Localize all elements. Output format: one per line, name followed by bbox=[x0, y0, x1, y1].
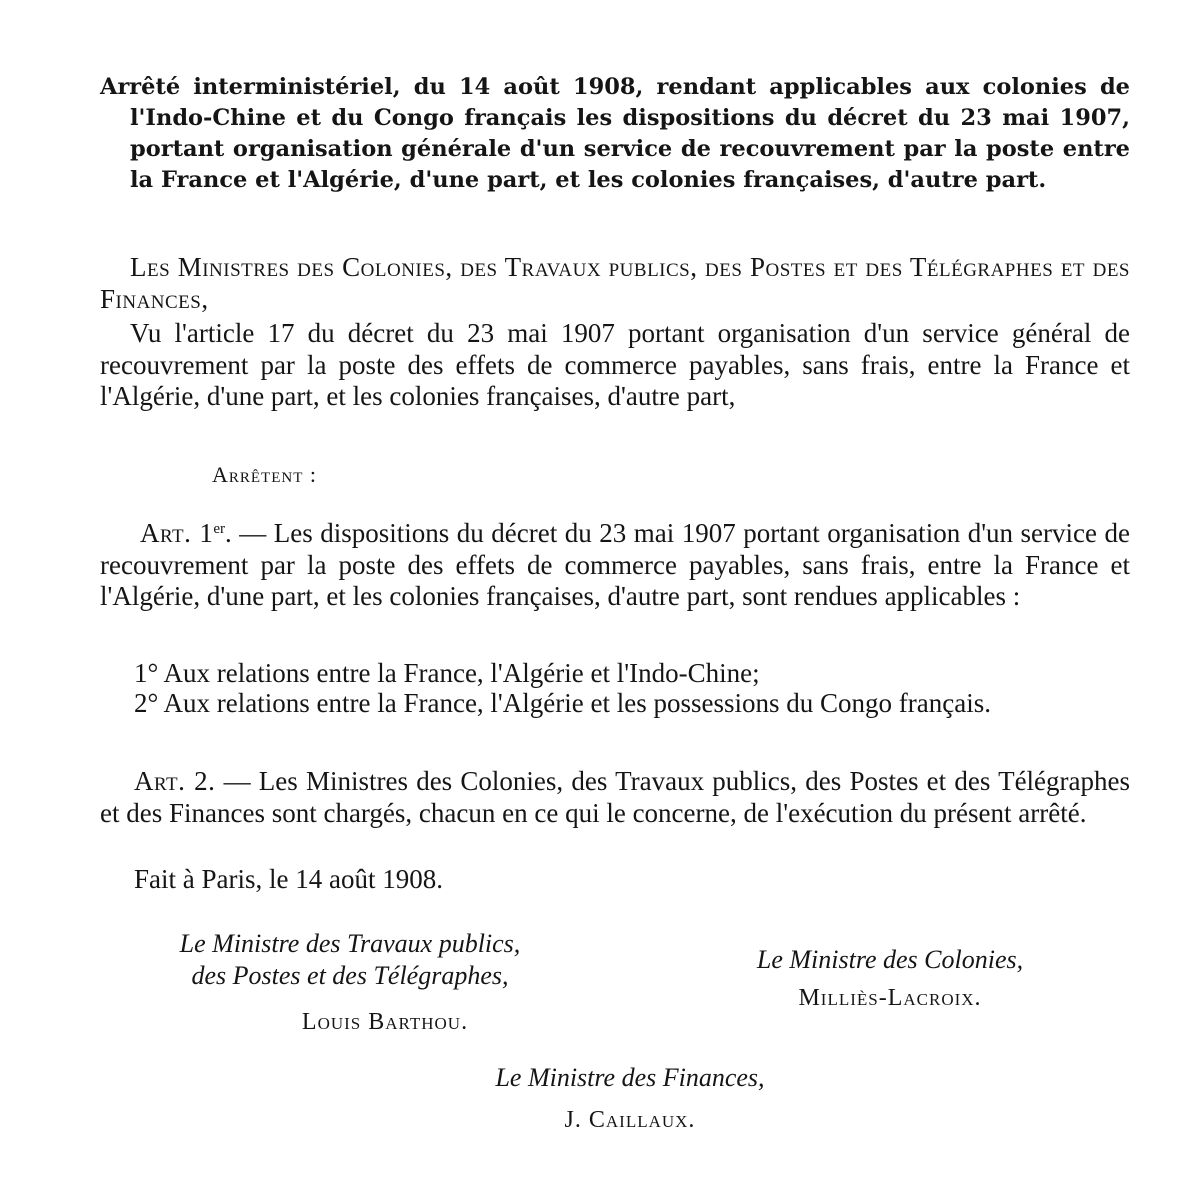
article-1-dash: . — bbox=[225, 518, 267, 548]
article-1-item-1: 1° Aux relations entre la France, l'Algérie et l'Indo-Chine; bbox=[134, 658, 760, 688]
fait-a-paris: Fait à Paris, le 14 août 1908. bbox=[134, 864, 443, 894]
article-2-text: — Les Ministres des Colonies, des Travaux publics, des Postes et des Télégraphes et des Finances sont chargés, chacun en ce qui le concerne, de l'exécution du présent arrêté. bbox=[100, 766, 1131, 828]
signature-travaux-role-1: Le Ministre des Travaux publics, bbox=[179, 929, 521, 958]
article-2 bbox=[100, 766, 1130, 829]
preamble-vu: Vu l'article 17 du décret du 23 mai 1907 portant organisation d'un service général de recouvrement par la poste des effets de commerce payables, sans frais, entre la France et l'Algérie, d'une part, et les colonies françaises, d'autre part, bbox=[100, 318, 1130, 411]
signature-finances-name: J. Caillaux. bbox=[564, 1107, 696, 1133]
signature-finances bbox=[380, 1062, 880, 1136]
article-1-superscript: er bbox=[213, 521, 226, 537]
article-1-item-2: 2° Aux relations entre la France, l'Algérie et les possessions du Congo français. bbox=[134, 688, 991, 718]
signature-colonies bbox=[700, 944, 1080, 1014]
article-1 bbox=[100, 518, 1130, 613]
preamble-ministers-text: Les Ministres des Colonies, des Travaux publics, des Postes et des Télégraphes et des Finances, bbox=[100, 252, 1130, 314]
article-1-text: Les dispositions du décret du 23 mai 1907 portant organisation d'un service de recouvrement par la poste des effets de commerce payables, sans frais, entre la France et l'Algérie, d'une part, et les colonies françaises, d'autre part, sont rendues applicables : bbox=[100, 518, 1130, 611]
signature-travaux-role-2: des Postes et des Télégraphes, bbox=[191, 961, 509, 990]
signature-travaux-name: Louis Barthou. bbox=[301, 1009, 469, 1035]
preamble-ministers bbox=[100, 252, 1130, 315]
document-title: Arrêté interministériel, du 14 août 1908, rendant applicables aux colonies de l'Indo-Chine et du Congo français les dispositions du décret du 23 mai 1907, portant organisation générale d'un service de recouvrement par la poste entre la France et l'Algérie, d'une part, et les colonies françaises, d'autre part. bbox=[100, 74, 1130, 193]
signature-colonies-name: Milliès-Lacroix. bbox=[798, 985, 982, 1011]
signature-colonies-role: Le Ministre des Colonies, bbox=[756, 945, 1024, 974]
signature-travaux-publics bbox=[100, 928, 600, 1038]
arretent-heading: Arrêtent : bbox=[212, 462, 317, 487]
article-1-label: Art. 1 bbox=[140, 518, 214, 548]
signature-finances-role: Le Ministre des Finances, bbox=[495, 1063, 765, 1092]
article-2-label: Art. 2. bbox=[134, 766, 216, 796]
